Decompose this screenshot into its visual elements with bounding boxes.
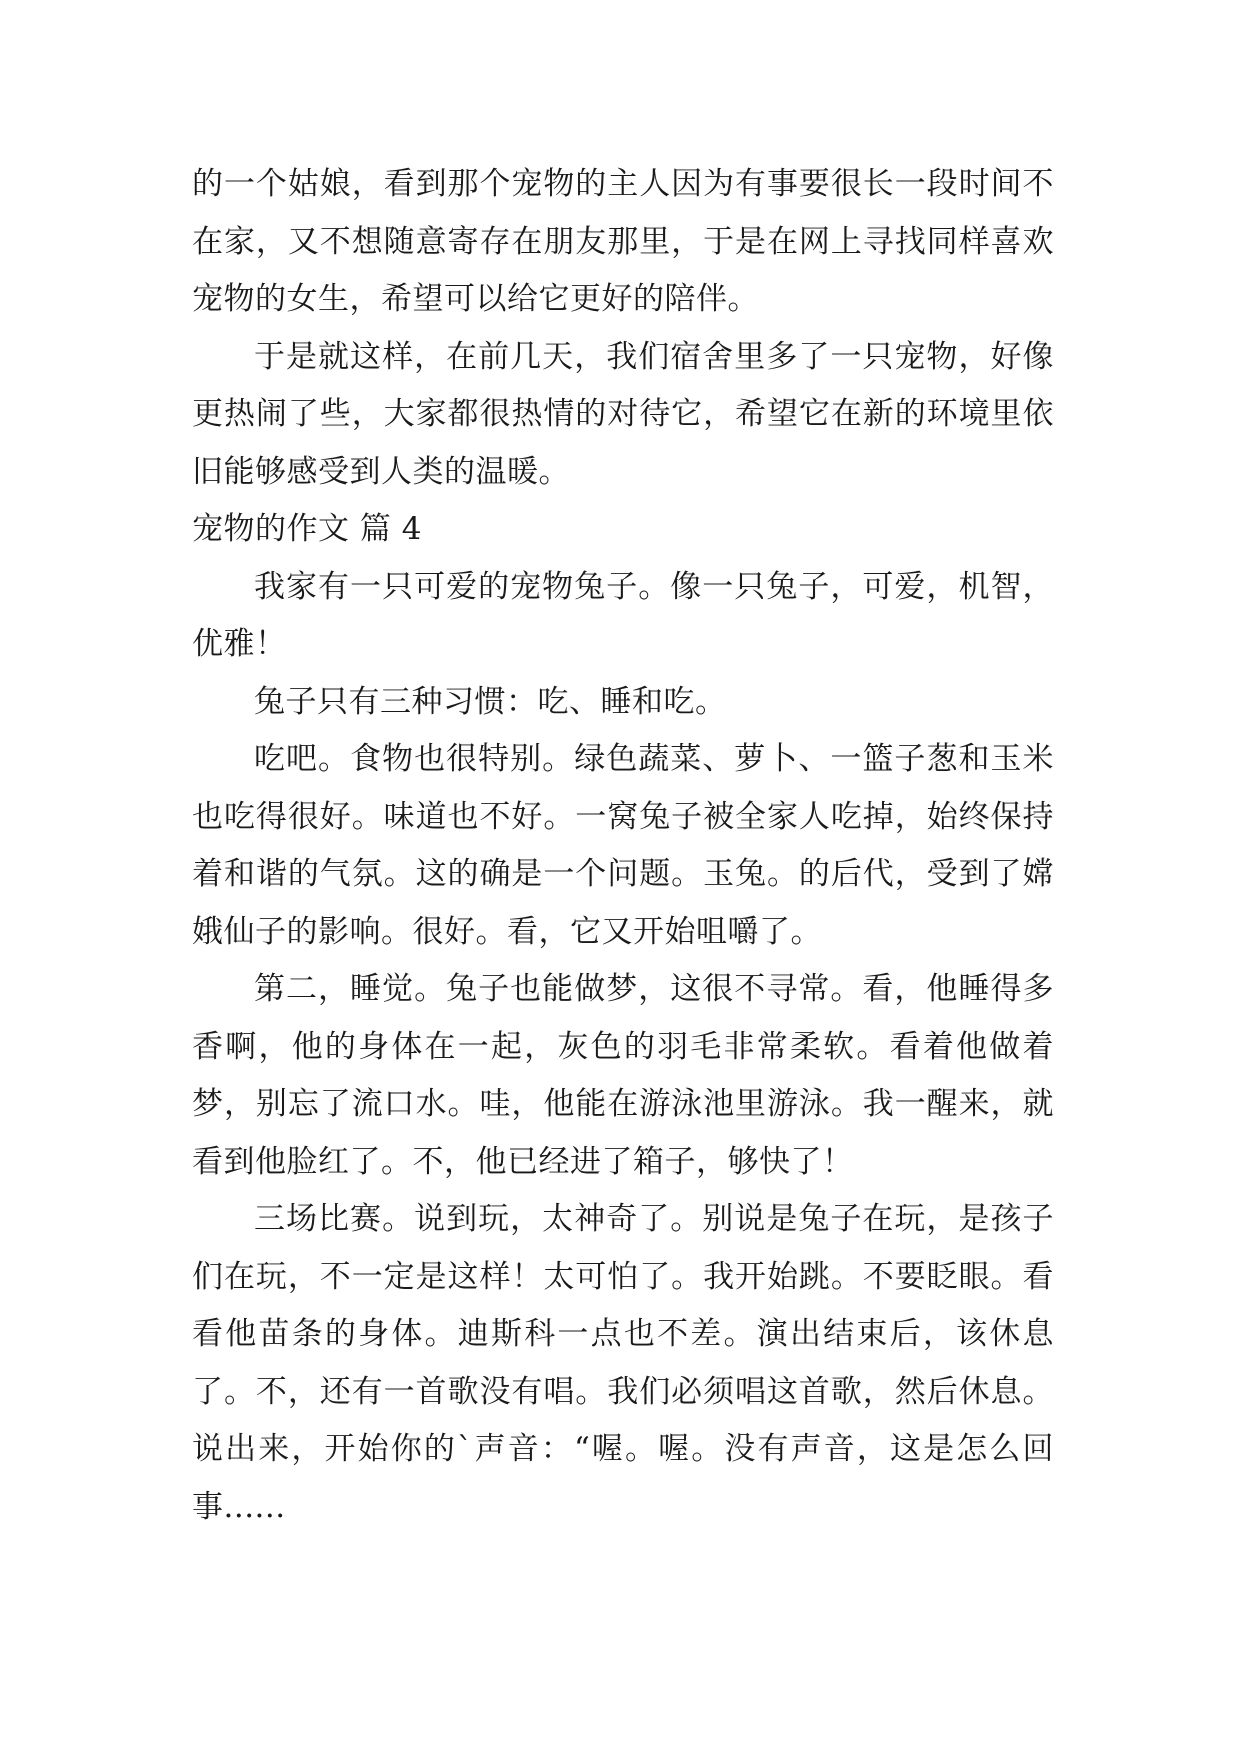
- document-body: [192, 156, 1054, 1536]
- paragraph-playing: 三场比赛。说到玩，太神奇了。别说是兔子在玩，是孩子们在玩，不一定是这样！太可怕了。我开始跳。不要眨眼。看看他苗条的身体。迪斯科一点也不差。演出结束后，该休息了。不，还有一首歌没有唱。我们必须唱这首歌，然后休息。说出来，开始你的`声音：“喔。喔。没有声音，这是怎么回事......: [192, 1201, 1054, 1525]
- paragraph-dorm-pet: 于是就这样，在前几天，我们宿舍里多了一只宠物，好像更热闹了些，大家都很热情的对待它，希望它在新的环境里依旧能够感受到人类的温暖。: [192, 338, 1054, 490]
- paragraph-sleeping: 第二，睡觉。兔子也能做梦，这很不寻常。看，他睡得多香啊，他的身体在一起，灰色的羽毛非常柔软。看着他做着梦，别忘了流口水。哇，他能在游泳池里游泳。我一醒来，就看到他脸红了。不，他已经进了箱子，够快了！: [192, 971, 1054, 1180]
- paragraph-eating: 吃吧。食物也很特别。绿色蔬菜、萝卜、一篮子葱和玉米也吃得很好。味道也不好。一窝兔子被全家人吃掉，始终保持着和谐的气氛。这的确是一个问题。玉兔。的后代，受到了嫦娥仙子的影响。很好。看，它又开始咀嚼了。: [192, 741, 1054, 950]
- paragraph-rabbit-habits: 兔子只有三种习惯：吃、睡和吃。: [254, 683, 727, 720]
- section-heading: 宠物的作文 篇 4: [192, 511, 422, 547]
- paragraph-rabbit-intro: 我家有一只可爱的宠物兔子。像一只兔子，可爱，机智，优雅！: [192, 568, 1054, 662]
- paragraph-continued: 的一个姑娘，看到那个宠物的主人因为有事要很长一段时间不在家，又不想随意寄存在朋友那里，于是在网上寻找同样喜欢宠物的女生，希望可以给它更好的陪伴。: [192, 166, 1054, 317]
